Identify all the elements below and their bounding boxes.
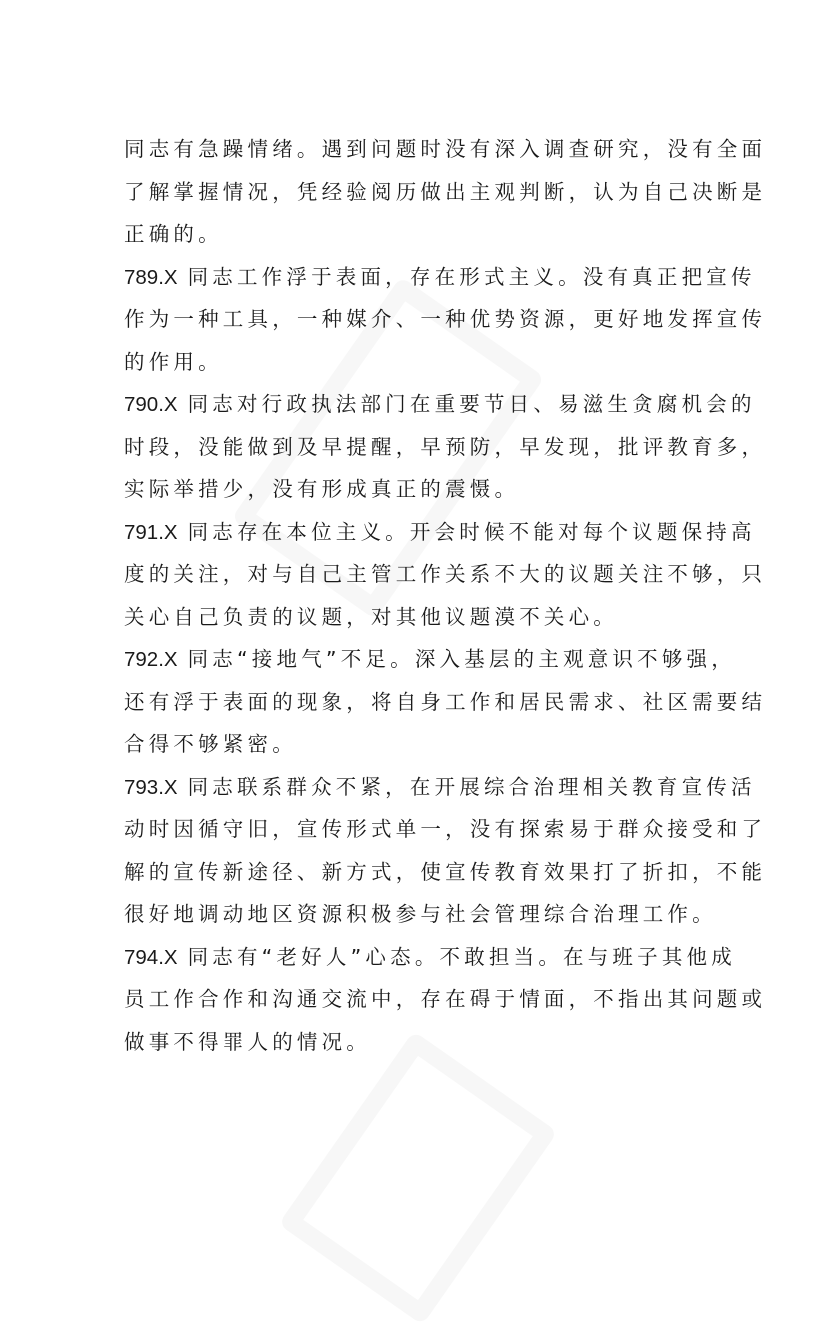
- text-line: [124, 468, 708, 511]
- line-text: 了解掌握情况，凭经验阅历做出主观判断，认为自己决断是: [124, 179, 767, 204]
- line-text: 动时因循守旧，宣传形式单一，没有探索易于群众接受和了: [124, 817, 767, 841]
- line-text: 很好地调动地区资源积极参与社会管理综合治理工作。: [124, 902, 717, 926]
- text-line: [124, 511, 756, 554]
- paragraph: [124, 766, 767, 936]
- paragraph: [124, 128, 767, 256]
- item-number: 794.X: [124, 945, 178, 969]
- item-number: 791.X: [124, 520, 178, 544]
- line-text: 同志联系群众不紧，在开展综合治理相关教育宣传活: [187, 774, 756, 799]
- item-number: 793.X: [124, 775, 178, 799]
- item-number: 789.X: [124, 265, 178, 289]
- line-text: 员工作合作和沟通交流中，存在碍于情面，不指出其问题或: [124, 987, 767, 1011]
- text-line: [124, 893, 717, 936]
- document-body: [124, 128, 767, 1063]
- line-text: 的作用。: [124, 349, 223, 374]
- text-line: [124, 298, 767, 341]
- paragraph: [124, 936, 767, 1064]
- item-number: 792.X: [124, 648, 178, 671]
- line-text: 度的关注，对与自己主管工作关系不大的议题关注不够，只: [124, 562, 767, 586]
- line-text: 同志“接地气”不足。深入基层的主观意识不够强，: [187, 647, 736, 671]
- text-line: [124, 723, 708, 766]
- line-text: 时段，没能做到及早提醒，早预防，早发现，批评教育多，: [124, 434, 767, 459]
- text-line: [124, 808, 767, 851]
- paragraph: [124, 511, 767, 639]
- line-text: 同志存在本位主义。开会时候不能对每个议题保持高: [187, 519, 756, 544]
- item-number: 790.X: [124, 393, 178, 416]
- line-text: 关心自己负责的议题，对其他议题漠不关心。: [124, 604, 618, 629]
- text-line: [124, 128, 767, 171]
- text-line: [124, 596, 708, 639]
- text-line: [124, 851, 767, 894]
- paragraph: [124, 383, 767, 511]
- text-line: [124, 426, 767, 469]
- text-line: [124, 638, 736, 681]
- text-line: [124, 766, 756, 809]
- text-line: [124, 213, 708, 256]
- line-text: 做事不得罪人的情况。: [124, 1029, 371, 1054]
- text-line: [124, 936, 736, 979]
- line-text: 作为一种工具，一种媒介、一种优势资源，更好地发挥宣传: [124, 307, 767, 331]
- text-line: [124, 681, 767, 724]
- paragraph: [124, 638, 767, 766]
- line-text: 同志有“老好人”心态。不敢担当。在与班子其他成: [187, 944, 736, 969]
- text-line: [124, 256, 756, 299]
- line-text: 实际举措少，没有形成真正的震慑。: [124, 477, 520, 501]
- text-line: [124, 171, 767, 214]
- line-text: 同志工作浮于表面，存在形式主义。没有真正把宣传: [187, 264, 756, 289]
- text-line: [124, 1021, 708, 1064]
- text-line: [124, 978, 767, 1021]
- text-line: [124, 553, 767, 596]
- watermark: [278, 1031, 558, 1325]
- paragraph: [124, 256, 767, 384]
- text-line: [124, 341, 708, 384]
- line-text: 正确的。: [124, 222, 223, 246]
- line-text: 同志有急躁情绪。遇到问题时没有深入调查研究，没有全面: [124, 137, 767, 161]
- line-text: 同志对行政执法部门在重要节日、易滋生贪腐机会的: [187, 392, 756, 416]
- line-text: 合得不够紧密。: [124, 732, 297, 756]
- text-line: [124, 383, 756, 426]
- line-text: 解的宣传新途径、新方式，使宣传教育效果打了折扣，不能: [124, 859, 767, 884]
- line-text: 还有浮于表面的现象，将自身工作和居民需求、社区需要结: [124, 689, 767, 714]
